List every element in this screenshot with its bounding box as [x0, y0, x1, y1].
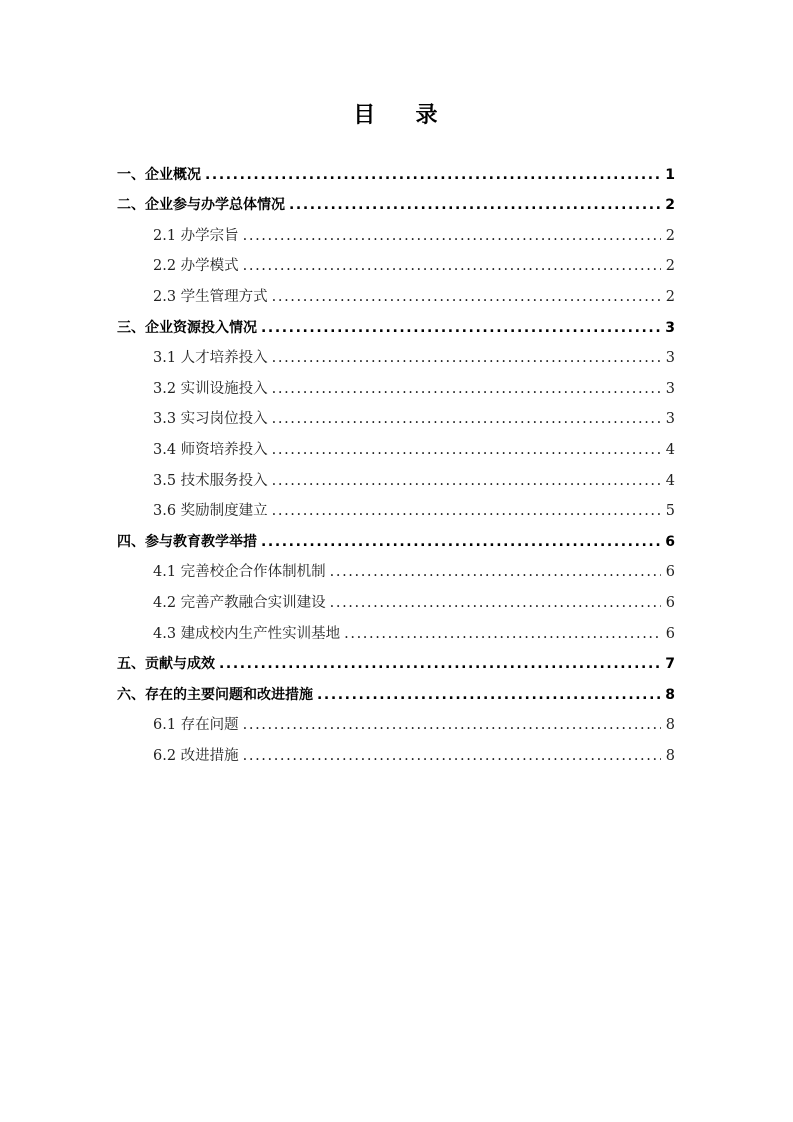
- toc-dot-leader: [272, 409, 661, 429]
- toc-page-number: 2: [665, 288, 675, 305]
- toc-page-number: 2: [665, 227, 675, 244]
- toc-entry-title: 3.2 实训设施投入: [153, 380, 268, 397]
- toc-entry-title: 3.5 技术服务投入: [153, 472, 268, 489]
- toc-entry-3-5[interactable]: [117, 460, 675, 491]
- toc-entry-3-6[interactable]: [117, 491, 675, 522]
- toc-dot-leader: [243, 256, 661, 276]
- toc-entry-title: 三、企业资源投入情况: [117, 319, 257, 336]
- toc-entry-6-2[interactable]: [117, 735, 675, 766]
- toc-entry-2[interactable]: [117, 185, 675, 216]
- toc-entry-2-3[interactable]: [117, 276, 675, 307]
- toc-page-number: 8: [665, 717, 675, 734]
- toc-entry-title: 6.2 改进措施: [153, 747, 239, 764]
- toc-entry-3-1[interactable]: [117, 338, 675, 369]
- toc-page-number: 6: [665, 594, 675, 611]
- toc-entry-2-2[interactable]: [117, 246, 675, 277]
- toc-entry-3[interactable]: [117, 307, 675, 338]
- toc-page-number: 3: [665, 319, 675, 336]
- table-of-contents: [117, 154, 675, 766]
- toc-entry-title: 4.3 建成校内生产性实训基地: [153, 625, 341, 642]
- toc-page-number: 4: [665, 472, 675, 489]
- toc-entry-5[interactable]: [117, 644, 675, 675]
- toc-page-number: 6: [665, 533, 675, 550]
- toc-page-number: 2: [665, 197, 675, 214]
- toc-page-number: 3: [665, 380, 675, 397]
- toc-dot-leader: [330, 593, 661, 613]
- toc-entry-title: 3.3 实习岗位投入: [153, 411, 268, 428]
- toc-dot-leader: [344, 624, 661, 644]
- toc-entry-title: 四、参与教育教学举措: [117, 533, 257, 550]
- toc-entry-3-2[interactable]: [117, 368, 675, 399]
- toc-dot-leader: [272, 348, 661, 368]
- toc-entry-title: 五、贡献与成效: [117, 656, 215, 673]
- toc-entry-3-4[interactable]: [117, 429, 675, 460]
- toc-dot-leader: [330, 562, 661, 582]
- toc-page-number: 6: [665, 564, 675, 581]
- page-title-part2: 录: [415, 102, 440, 128]
- toc-page-number: 3: [665, 411, 675, 428]
- toc-entry-title: 六、存在的主要问题和改进措施: [117, 686, 313, 703]
- toc-dot-leader: [272, 379, 661, 399]
- toc-dot-leader: [243, 226, 661, 246]
- toc-entry-4[interactable]: [117, 521, 675, 552]
- toc-dot-leader: [272, 440, 661, 460]
- toc-entry-title: 4.1 完善校企合作体制机制: [153, 564, 326, 581]
- toc-page-number: 5: [665, 503, 675, 520]
- toc-dot-leader: [261, 532, 661, 552]
- toc-dot-leader: [219, 654, 661, 674]
- toc-entry-6-1[interactable]: [117, 705, 675, 736]
- toc-entry-4-3[interactable]: [117, 613, 675, 644]
- toc-page-number: 1: [665, 166, 675, 183]
- toc-entry-title: 6.1 存在问题: [153, 717, 239, 734]
- toc-entry-6[interactable]: [117, 674, 675, 705]
- toc-entry-2-1[interactable]: [117, 215, 675, 246]
- toc-page-number: 7: [665, 656, 675, 673]
- toc-page-number: 8: [665, 686, 675, 703]
- toc-dot-leader: [243, 746, 661, 766]
- toc-entry-title: 2.3 学生管理方式: [153, 288, 268, 305]
- toc-dot-leader: [272, 471, 661, 491]
- toc-dot-leader: [272, 501, 661, 521]
- toc-dot-leader: [205, 165, 661, 185]
- toc-entry-3-3[interactable]: [117, 399, 675, 430]
- toc-entry-title: 一、企业概况: [117, 166, 201, 183]
- toc-dot-leader: [289, 195, 661, 215]
- toc-dot-leader: [272, 287, 661, 307]
- page-title: [0, 100, 793, 130]
- toc-entry-title: 二、企业参与办学总体情况: [117, 197, 285, 214]
- toc-entry-title: 4.2 完善产教融合实训建设: [153, 594, 326, 611]
- toc-page-number: 3: [665, 350, 675, 367]
- toc-dot-leader: [261, 318, 661, 338]
- toc-dot-leader: [317, 685, 661, 705]
- toc-entry-title: 2.1 办学宗旨: [153, 227, 239, 244]
- toc-page-number: 6: [665, 625, 675, 642]
- toc-entry-1[interactable]: [117, 154, 675, 185]
- toc-entry-title: 3.6 奖励制度建立: [153, 503, 268, 520]
- toc-page-number: 2: [665, 258, 675, 275]
- toc-entry-4-2[interactable]: [117, 582, 675, 613]
- toc-entry-title: 3.1 人才培养投入: [153, 350, 268, 367]
- toc-page-number: 4: [665, 441, 675, 458]
- toc-page-number: 8: [665, 747, 675, 764]
- toc-entry-4-1[interactable]: [117, 552, 675, 583]
- toc-entry-title: 2.2 办学模式: [153, 258, 239, 275]
- page-title-part1: 目: [353, 102, 378, 128]
- toc-entry-title: 3.4 师资培养投入: [153, 441, 268, 458]
- toc-dot-leader: [243, 715, 661, 735]
